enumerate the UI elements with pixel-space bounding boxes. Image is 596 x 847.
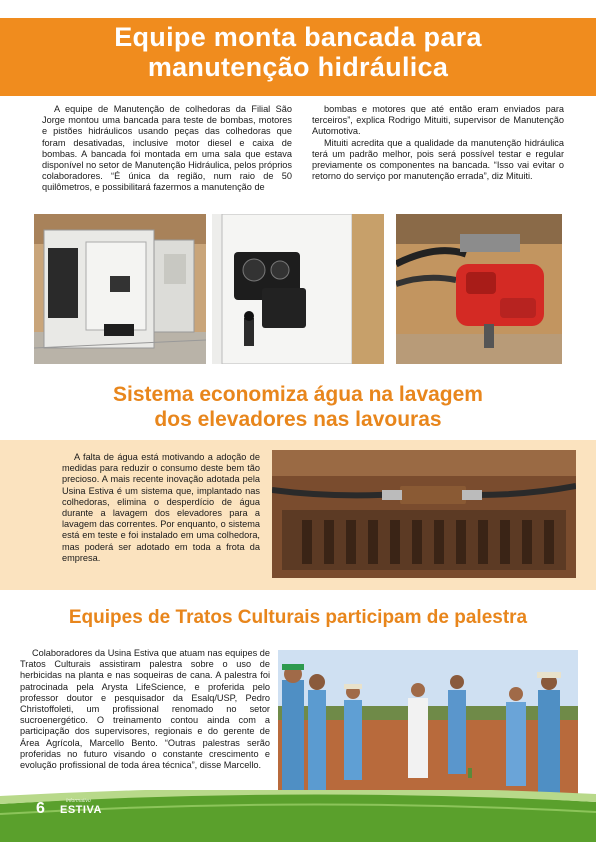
logo-estiva: ESTIVA (60, 804, 102, 816)
article1-title (0, 22, 596, 82)
photo-test-bench (34, 214, 206, 364)
article2-title-line1: Sistema economiza água na lavagem (113, 383, 483, 406)
page-number: 6 (36, 800, 45, 817)
article1-title-line1: Equipe monta bancada para (114, 22, 482, 52)
article2-title (0, 382, 596, 432)
logo-subtitle: Informativo (66, 798, 91, 804)
article3-title: Equipes de Tratos Culturais participam de palestra (68, 607, 528, 628)
article1-column1 (42, 104, 292, 194)
article1-paragraph2: bombas e motores que até então eram enviados para terceiros”, explica Rodrigo Mituiti, supervisor de Manutenção Automotiva. (312, 104, 564, 137)
photo-gauge-panel (212, 214, 384, 364)
photo-hydraulic-pump (396, 214, 562, 364)
article3-column (20, 648, 270, 771)
article2-column (62, 452, 260, 564)
photo-washing-system (272, 450, 576, 578)
photo-field-workers (278, 650, 578, 798)
article2-title-line2: dos elevadores nas lavouras (154, 408, 442, 431)
footer (0, 790, 596, 842)
article2-paragraph: A falta de água está motivando a adoção de medidas para reduzir o consumo deste bem tão precioso. A mais recente inovação adotada pela Usina Estiva é um sistema que, implantado nas colhedoras, elimina o desperdício de água durante a lavagem dos elevadores para a lavagem das correntes. Por enquanto, o sistema está em teste e foi instalado em uma colhedora, mas poderá ser adotado em toda a frota da empresa. (62, 452, 260, 563)
article1-paragraph1: A equipe de Manutenção de colhedoras da Filial São Jorge montou uma bancada para teste de bombas, motores e pistões hidráulicos usando peças das colhedoras que foram desativadas, inclusive motor diesel e caixa de bombas. A bancada foi montada em uma sala que estava disponível no setor de Manutenção Hidráulica, pelos próprios colaboradores. “É única da região, num raio de 50 quilômetros, e possibilitará fazermos a manutenção de (42, 104, 292, 193)
article1-column2 (312, 104, 564, 182)
article1-title-line2: manutenção hidráulica (147, 52, 449, 82)
article3-paragraph: Colaboradores da Usina Estiva que atuam nas equipes de Tratos Culturais assistiram palestra sobre o uso de herbicidas na planta e nas soqueiras de cana. A palestra foi patrocinada pela Arysta LifeScience, e proferida pelo professor doutor e pesquisador da Esalq/USP, Pedro Christoffoleti, um profissional renomado no setor sucroenergético. O treinamento contou ainda com a participação dos supervisores, regionais e do gerente de Área Agrícola, Marcello Bento. “Outras palestras serão proferidas no futuro visando o constante crescimento e evolução profissional de toda área técnica”, disse Marcello. (20, 648, 270, 771)
article1-paragraph3: Mituiti acredita que a qualidade da manutenção hidráulica terá um padrão melhor, pois será possível testar e regular previamente os componentes na bancada. “Isso vai evitar o retorno do serviço por manutenção errada”, diz Mituiti. (312, 137, 564, 182)
